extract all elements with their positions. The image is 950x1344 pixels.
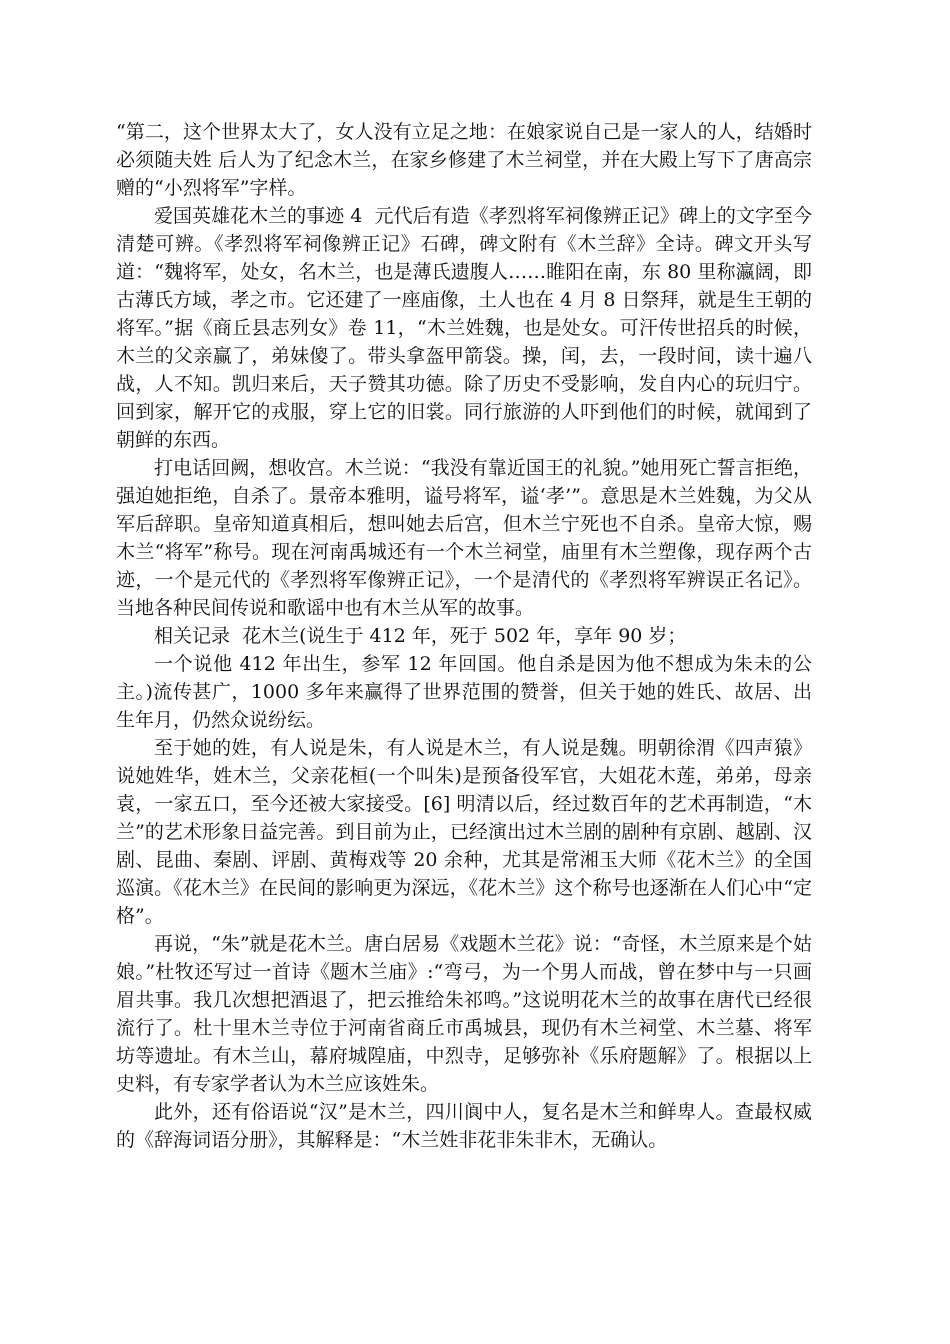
paragraph-8: 此外，还有俗语说“汉”是木兰，四川阆中人，复名是木兰和鲜卑人。查最权威的《辞海词语分册》，其解释是：“木兰姓非花非朱非木，无确认。 — [116, 1101, 812, 1151]
paragraph-2: 爱国英雄花木兰的事迹 4 元代后有造《孝烈将军祠像辨正记》碑上的文字至今清楚可辨。《孝烈将军祠像辨正记》石碑，碑文附有《木兰辞》全诗。碑文开头写道：“魏将军，处女，名木兰，也是薄氏遗腹人……睢阳在南，东 80 里称瀛阔，即古薄氏方域，孝之市。它还建了一座庙像，土人也在 4 月 8 日祭拜，就是生王朝的将军。”据《商丘县志列女》卷 11，“木兰姓魏，也是处女。可汗传世招兵的时候，木兰的父亲赢了，弟妹傻了。带头拿盔甲箭袋。操，闰，去，一段时间，读十遍八战，人不知。凯归来后，天子赞其功德。除了历史不受影响，发自内心的玩归宁。回到家，解开它的戎服，穿上它的旧裳。同行旅游的人吓到他们的时候，就闻到了朝鲜的东西。 — [116, 205, 812, 451]
paragraph-5: 一个说他 412 年出生，参军 12 年回国。他自杀是因为他不想成为朱未的公主。)流传甚广，1000 多年来赢得了世界范围的赞誉，但关于她的姓氏、故居、出生年月，仍然众说纷纭。 — [116, 653, 812, 731]
paragraph-1: “第二，这个世界太大了，女人没有立足之地：在娘家说自己是一家人的人，结婚时必须随夫姓 后人为了纪念木兰，在家乡修建了木兰祠堂，并在大殿上写下了唐高宗赠的“小烈将军”字样。 — [116, 121, 812, 199]
paragraph-7: 再说，“朱”就是花木兰。唐白居易《戏题木兰花》说：“奇怪，木兰原来是个姑娘。”杜牧还写过一首诗《题木兰庙》:“弯弓，为一个男人而战，曾在梦中与一只画眉共事。我几次想把酒退了，把云推给朱祁鸣。”这说明花木兰的故事在唐代已经很流行了。杜十里木兰寺位于河南省商丘市禹城县，现仍有木兰祠堂、木兰墓、将军坊等遗址。有木兰山，幕府城隍庙，中烈寺，足够弥补《乐府题解》了。根据以上史料，有专家学者认为木兰应该姓朱。 — [116, 933, 812, 1095]
paragraph-6: 至于她的姓，有人说是朱，有人说是木兰，有人说是魏。明朝徐渭《四声猿》说她姓华，姓木兰，父亲花桓(一个叫朱)是预备役军官，大姐花木莲，弟弟，母亲袁，一家五口，至今还被大家接受。[6] 明清以后，经过数百年的艺术再制造，“木兰”的艺术形象日益完善。到目前为止，已经演出过木兰剧的剧种有京剧、越剧、汉剧、昆曲、秦剧、评剧、黄梅戏等 20 余种，尤其是常湘玉大师《花木兰》的全国巡演。《花木兰》在民间的影响更为深远，《花木兰》这个称号也逐渐在人们心中“定格”。 — [116, 737, 812, 927]
document-page — [116, 118, 812, 1154]
paragraph-4: 相关记录 花木兰(说生于 412 年，死于 502 年，享年 90 岁； — [154, 625, 687, 647]
paragraph-3: 打电话回阙，想收宫。木兰说：“我没有靠近国王的礼貌。”她用死亡誓言拒绝，强迫她拒绝，自杀了。景帝本雅明，谥号将军，谥‘孝’”。意思是木兰姓魏，为父从军后辞职。皇帝知道真相后，想叫她去后宫，但木兰宁死也不自杀。皇帝大惊，赐木兰“将军”称号。现在河南禹城还有一个木兰祠堂，庙里有木兰塑像，现存两个古迹，一个是元代的《孝烈将军像辨正记》，一个是清代的《孝烈将军辨误正名记》。当地各种民间传说和歌谣中也有木兰从军的故事。 — [116, 457, 812, 619]
